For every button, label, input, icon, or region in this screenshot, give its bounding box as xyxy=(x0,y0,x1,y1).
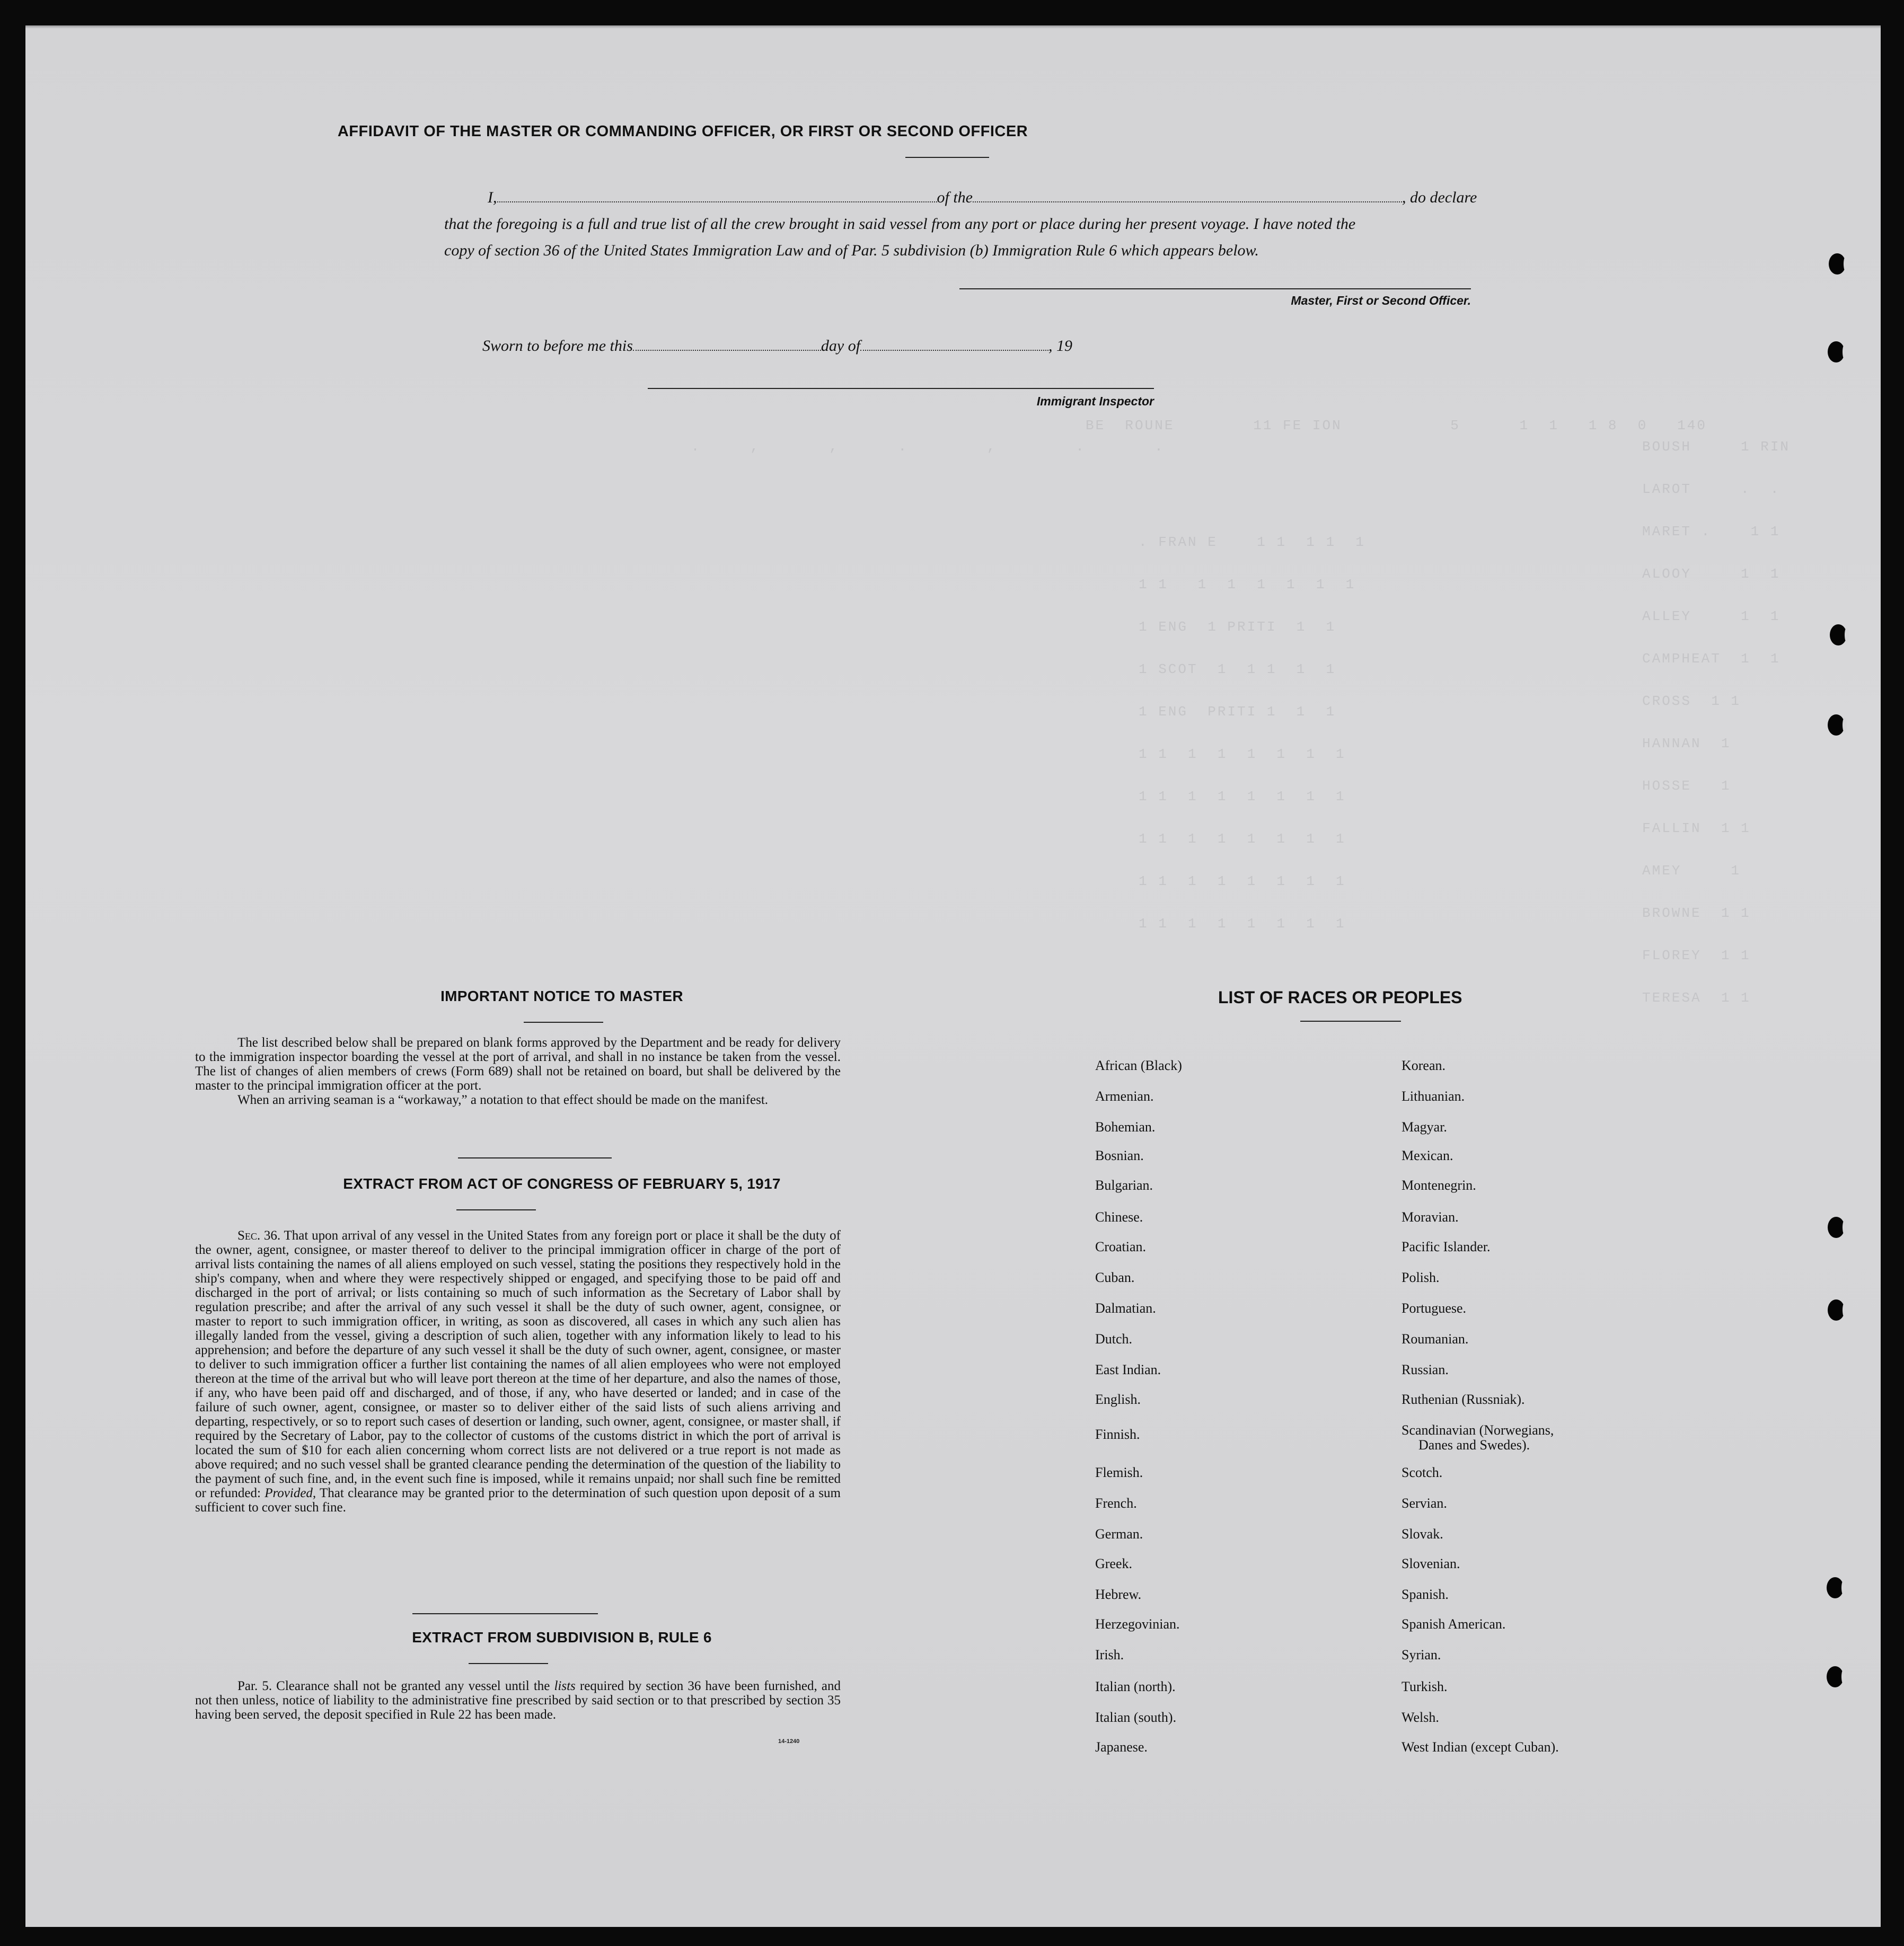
binder-hole xyxy=(1827,1666,1844,1687)
race-item: Polish. xyxy=(1401,1270,1440,1285)
race-item: Herzegovinian. xyxy=(1095,1616,1180,1632)
ghost-text: . , , . , . . xyxy=(662,439,1165,455)
race-item: English. xyxy=(1095,1392,1141,1407)
races-title: LIST OF RACES OR PEOPLES xyxy=(1218,988,1462,1007)
act-section-label: Sec. 36. xyxy=(237,1228,281,1243)
race-item: Chinese. xyxy=(1095,1209,1143,1225)
race-item: Bohemian. xyxy=(1095,1119,1156,1135)
rule6-text-a: Par. 5. Clearance shall not be granted any vessel until the xyxy=(237,1679,550,1693)
race-item: Danes and Swedes). xyxy=(1418,1437,1530,1453)
race-item: Spanish. xyxy=(1401,1587,1449,1602)
race-item: Mexican. xyxy=(1401,1148,1453,1163)
act-provided: Provided, xyxy=(265,1486,316,1500)
ghost-text: 1 1 1 1 1 1 1 1 xyxy=(1139,577,1356,592)
ghost-text: BROWNE 1 1 xyxy=(1642,905,1751,921)
race-item: Italian (south). xyxy=(1095,1710,1177,1725)
ghost-text: LAROT . . xyxy=(1642,481,1780,497)
race-item: Irish. xyxy=(1095,1647,1124,1662)
race-item: Bosnian. xyxy=(1095,1148,1144,1163)
sworn-day-of: day of xyxy=(821,337,861,355)
notice-rule xyxy=(524,1022,603,1023)
race-item: Portuguese. xyxy=(1401,1301,1467,1316)
ghost-text: BOUSH 1 RIN xyxy=(1642,439,1791,455)
affidavit-of-the: of the xyxy=(937,189,973,206)
race-item: Moravian. xyxy=(1401,1209,1459,1225)
ghost-text: ALOOY 1 1 xyxy=(1642,566,1800,582)
separator-rule xyxy=(412,1613,598,1614)
race-item: Hebrew. xyxy=(1095,1587,1142,1602)
act-section-text: That upon arrival of any vessel in the United States from any foreign port or place it shall be the duty of the owner, agent, consignee, or master thereof to deliver to the principal immigration officer in charge of the port of arrival lists containing the names of all aliens employed on such vessel, stating the positions they respectively hold in the ship's company, when and where they were respectively shipped or engaged, and specifying those to be paid off and discharged in the port of arrival; or lists containing so much of such information as the Secretary of Labor shall by regulation prescribe; and after the arrival of any such vessel it shall be the duty of such owner, agent, consignee, or master to report to such immigration officer, in writing, as soon as discovered, all cases in which any such alien has illegally landed from the vessel, giving a description of such alien, together with any information likely to lead to his apprehension; and before the departure of any such vessel it shall be the duty of such owner, agent, consignee, or master to deliver to such immigration officer a further list containing the names of all alien employees who were not employed thereon at the time of the arrival but who will leave port thereon at the time of her departure, and also the names of those, if any, who have been paid off and discharged, and of those, if any, who have deserted or landed; and in case of the failure of such owner, agent, consignee, or master so to deliver either of the said lists of such aliens arriving and departing, respectively, or so to report such cases of desertion or landing, such owner, agent, consignee, or master shall, if required by the Secretary of Labor, pay to the collector of customs of the customs district in which the port of arrival is located the sum of $10 for each alien concerning whom correct lists are not delivered or a true report is not made as above required; and no such vessel shall be granted clearance pending the determination of the question of the liability to the payment of such fine, and, in the event such fine is imposed, while it remains unpaid; nor shall such fine be remitted or refunded: xyxy=(195,1228,841,1500)
act-rule xyxy=(456,1209,536,1210)
ghost-text: 1 1 1 1 1 1 1 1 xyxy=(1139,873,1346,889)
affidavit-line3: copy of section 36 of the United States Immigration Law and of Par. 5 subdivision (b) Immigration Rule 6 which appears below. xyxy=(444,242,1259,259)
act-section-text-end: That clearance may be granted prior to the determination of such question upon deposit of a sum sufficient to cover such fine. xyxy=(195,1486,841,1515)
race-item: Dalmatian. xyxy=(1095,1301,1156,1316)
race-item: Slovenian. xyxy=(1401,1556,1460,1571)
ghost-text: . FRAN E 1 1 1 1 1 xyxy=(1139,534,1365,550)
inspector-caption: Immigrant Inspector xyxy=(1036,394,1154,408)
rule6-lists: lists xyxy=(554,1679,576,1693)
race-item: Welsh. xyxy=(1401,1710,1439,1725)
ghost-text: CROSS 1 1 xyxy=(1642,693,1751,709)
affidavit-title: AFFIDAVIT OF THE MASTER OR COMMANDING OFFICER, OR FIRST OR SECOND OFFICER xyxy=(337,123,1028,140)
sworn-line xyxy=(482,333,1171,359)
ghost-text: 1 1 1 1 1 1 1 1 xyxy=(1139,916,1346,932)
race-item: Cuban. xyxy=(1095,1270,1135,1285)
master-caption: Master, First or Second Officer. xyxy=(1291,294,1471,307)
race-item: Slovak. xyxy=(1401,1526,1443,1542)
sworn-day-blank[interactable] xyxy=(633,350,821,351)
binder-hole xyxy=(1829,253,1846,275)
rule6-rule xyxy=(469,1663,548,1664)
act-title: EXTRACT FROM ACT OF CONGRESS OF FEBRUARY 5, 1917 xyxy=(343,1175,781,1192)
race-item: Servian. xyxy=(1401,1496,1447,1511)
race-item: Dutch. xyxy=(1095,1331,1133,1347)
race-item: Lithuanian. xyxy=(1401,1089,1465,1104)
race-item: Spanish American. xyxy=(1401,1616,1506,1632)
race-item: Montenegrin. xyxy=(1401,1178,1476,1193)
inspector-signature-line[interactable] xyxy=(648,388,1154,389)
binder-hole xyxy=(1828,341,1845,362)
ghost-text: 1 1 1 1 1 1 1 1 xyxy=(1139,746,1346,762)
race-item: French. xyxy=(1095,1496,1137,1511)
ghost-text: 1 1 1 1 1 1 1 1 xyxy=(1139,831,1346,847)
ghost-text: 1 SCOT 1 1 1 1 1 xyxy=(1139,661,1336,677)
ghost-text: ALLEY 1 1 xyxy=(1642,608,1800,624)
race-item: Pacific Islander. xyxy=(1401,1239,1491,1254)
master-signature-line[interactable] xyxy=(959,288,1471,289)
rule6-title: EXTRACT FROM SUBDIVISION B, RULE 6 xyxy=(412,1629,712,1646)
affidavit-declaration-line xyxy=(444,184,1499,211)
race-item: East Indian. xyxy=(1095,1362,1161,1377)
ghost-text: HANNAN 1 xyxy=(1642,736,1751,751)
form-number: 14-1240 xyxy=(778,1738,800,1745)
binder-hole xyxy=(1828,1217,1845,1238)
affidavit-i: I, xyxy=(488,189,497,206)
race-item: Korean. xyxy=(1401,1058,1446,1073)
ghost-text: 1 1 1 1 1 1 1 1 xyxy=(1139,789,1346,804)
affidavit-line2: that the foregoing is a full and true list of all the crew brought in said vessel from any port or place during her present voyage. I have noted the xyxy=(444,215,1356,233)
race-item: Armenian. xyxy=(1095,1089,1154,1104)
race-item: Turkish. xyxy=(1401,1679,1448,1694)
race-item: Italian (north). xyxy=(1095,1679,1176,1694)
ghost-text: FALLIN 1 1 xyxy=(1642,820,1751,836)
race-item: Finnish. xyxy=(1095,1427,1140,1442)
race-item: Scotch. xyxy=(1401,1465,1443,1480)
ghost-text: TERESA 1 1 xyxy=(1642,990,1751,1006)
race-item: West Indian (except Cuban). xyxy=(1401,1739,1559,1755)
sworn-month-blank[interactable] xyxy=(860,350,1048,351)
race-item: Croatian. xyxy=(1095,1239,1147,1254)
sworn-year: , 19 xyxy=(1048,337,1073,355)
notice-title: IMPORTANT NOTICE TO MASTER xyxy=(440,988,683,1004)
ghost-text: MARET . 1 1 xyxy=(1642,524,1800,539)
ghost-text: FLOREY 1 1 xyxy=(1642,948,1751,963)
race-item: Russian. xyxy=(1401,1362,1449,1377)
race-item: Magyar. xyxy=(1401,1119,1447,1135)
binder-hole xyxy=(1830,624,1847,645)
act-section-36 xyxy=(195,1228,841,1515)
race-item: Ruthenian (Russniak). xyxy=(1401,1392,1525,1407)
title-rule xyxy=(905,157,989,158)
name-blank[interactable] xyxy=(497,201,937,202)
ghost-text: AMEY 1 xyxy=(1642,863,1751,879)
race-item: Roumanian. xyxy=(1401,1331,1469,1347)
race-item: Japanese. xyxy=(1095,1739,1148,1755)
race-item: Syrian. xyxy=(1401,1647,1441,1662)
race-item: Flemish. xyxy=(1095,1465,1143,1480)
race-item: German. xyxy=(1095,1526,1143,1542)
race-item: African (Black) xyxy=(1095,1058,1182,1073)
ghost-text: BE ROUNE 11 FE ION 5 1 1 1 8 0 140 xyxy=(1086,418,1707,434)
rule6-text-b: required by section 36 have been furnished, and not then unless, notice of liability to the administrative fine prescribed by said section or to that prescribed by section 35 having been served, the deposit specified in Rule 22 has been made. xyxy=(195,1679,841,1722)
top-edge-shadow xyxy=(25,25,1881,29)
races-rule xyxy=(1300,1021,1401,1022)
vessel-blank[interactable] xyxy=(973,201,1402,202)
notice-paragraph-2: When an arriving seaman is a “workaway,” a notation to that effect should be made on the manifest. xyxy=(237,1093,769,1107)
binder-hole xyxy=(1828,1299,1845,1321)
separator-rule xyxy=(458,1157,612,1158)
ghost-text: 1 ENG PRITI 1 1 1 xyxy=(1139,704,1336,720)
ghost-text: 1 ENG 1 PRITI 1 1 xyxy=(1139,619,1336,635)
race-item: Greek. xyxy=(1095,1556,1133,1571)
sworn-prefix: Sworn to before me this xyxy=(482,337,633,355)
binder-hole xyxy=(1827,1577,1844,1598)
race-item: Scandinavian (Norwegians, xyxy=(1401,1422,1554,1438)
race-item: Bulgarian. xyxy=(1095,1178,1153,1193)
document-page xyxy=(25,25,1881,1927)
ghost-text: HOSSE 1 xyxy=(1642,778,1751,794)
notice-paragraph-1: The list described below shall be prepared on blank forms approved by the Department and be ready for delivery to the immigration inspector boarding the vessel at the port of arrival, and shall in no instance be taken from the vessel. The list of changes of alien members of crews (Form 689) shall not be retained on board, but shall be delivered by the master to the principal immigration officer at the port. xyxy=(195,1036,841,1093)
affidavit-declare: , do declare xyxy=(1402,189,1477,206)
ghost-text: CAMPHEAT 1 1 xyxy=(1642,651,1800,667)
rule6-paragraph xyxy=(195,1679,841,1722)
binder-hole xyxy=(1828,714,1845,736)
